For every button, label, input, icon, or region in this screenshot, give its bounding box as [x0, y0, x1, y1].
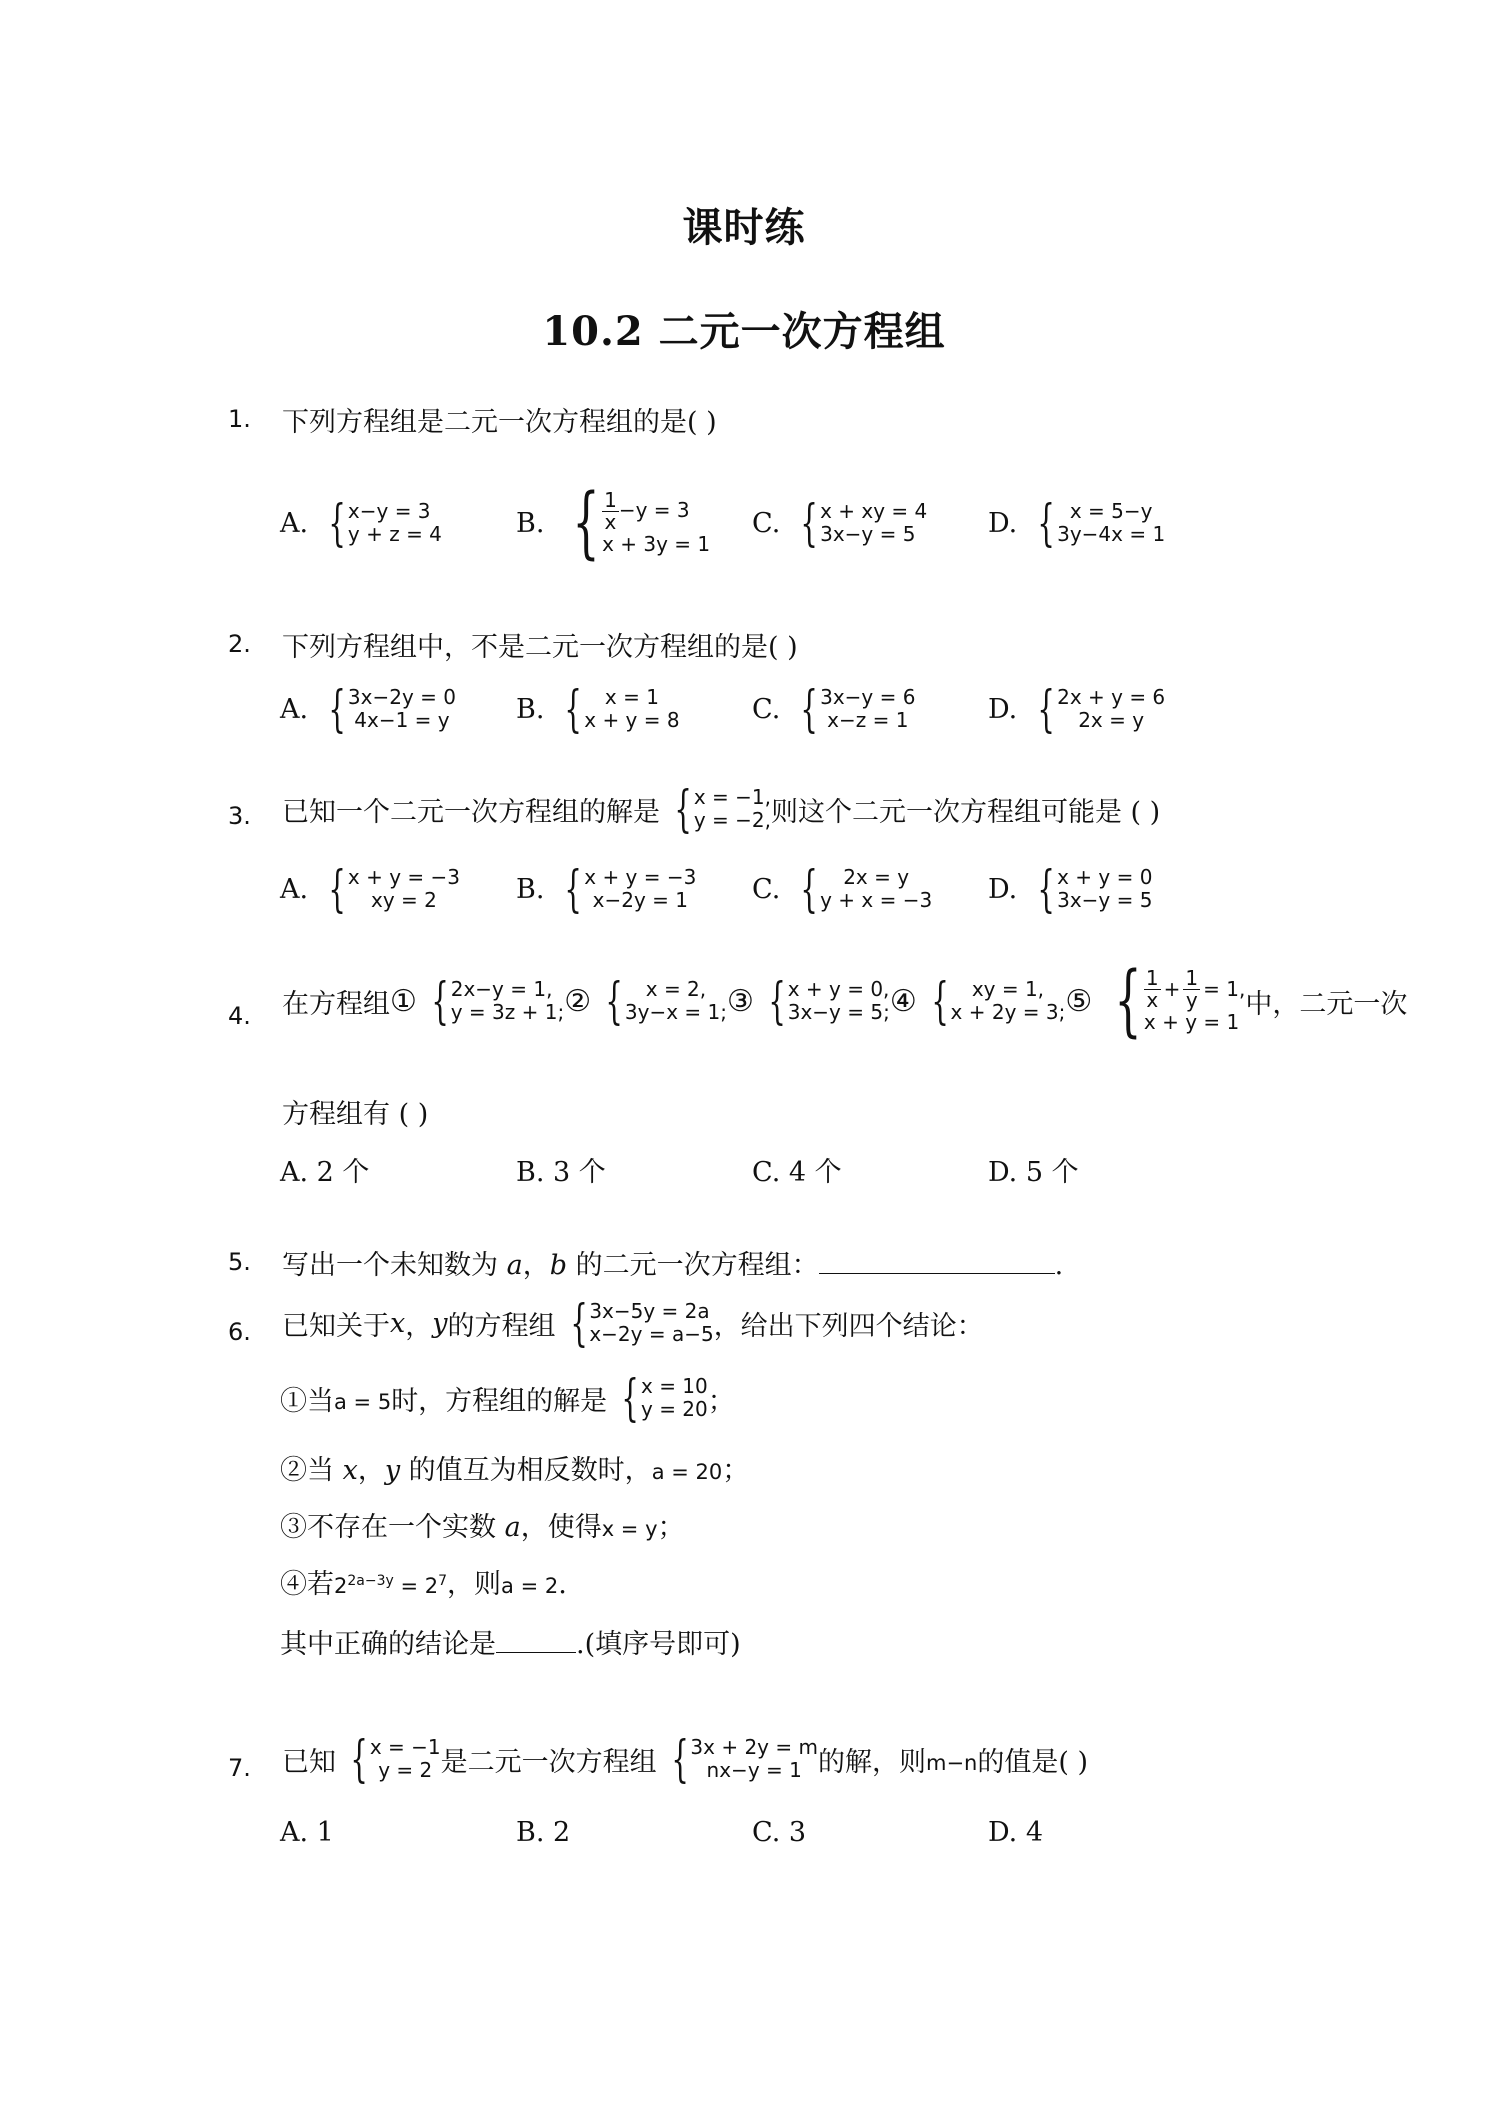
option-a — [280, 494, 442, 552]
conclusion-3: ③不存在一个实数 a，使得x = y； — [280, 1512, 685, 1543]
option-label: C. — [752, 873, 781, 905]
solution-system: { x = 10 y = 20 — [621, 1369, 708, 1427]
equation-system: { x + y = 0 3x−y = 5 — [1037, 860, 1153, 918]
option-b — [516, 478, 711, 568]
option-a: A. 1 — [280, 1817, 334, 1848]
option-label: A. — [280, 873, 309, 905]
question-text: 已知一个二元一次方程组的解是 { x = −1, y = −2, 则这个二元一次方程组可能是 ( ) — [282, 780, 1161, 838]
equation-system: { x−y = 3 y + z = 4 — [328, 494, 442, 552]
option-d: D. 4 — [988, 1817, 1044, 1848]
equation-system: { x + y = −3 xy = 2 — [328, 860, 461, 918]
option-label: C. — [752, 693, 781, 725]
option-label: C. — [752, 507, 781, 539]
option-label: B. — [516, 693, 545, 725]
option-a — [280, 680, 456, 738]
question-number: 1. — [228, 405, 251, 433]
question-number: 7. — [228, 1754, 251, 1782]
section-title: 10.2 二元一次方程组 — [542, 308, 946, 355]
question-text-continued: 方程组有 ( ) — [282, 1099, 429, 1130]
question-text: 下列方程组是二元一次方程组的是( ) — [282, 407, 717, 438]
question-text: 下列方程组中，不是二元一次方程组的是( ) — [282, 632, 798, 663]
equation-system-3: { x + y = 0, 3x−y = 5; — [768, 972, 890, 1030]
option-label: B. — [516, 873, 545, 905]
equation-system-4: { xy = 1, x + 2y = 3; — [931, 972, 1066, 1030]
option-b — [516, 680, 680, 738]
conclusion-2: ②当 x，y 的值互为相反数时，a = 20； — [280, 1455, 750, 1486]
question-text: 写出一个未知数为 a，b 的二元一次方程组： . — [282, 1250, 1064, 1281]
question-text: 已知关于 x ， y 的方程组 { 3x−5y = 2a x−2y = a−5 ，给出下列四个结论： — [282, 1294, 984, 1352]
option-label: B. — [516, 507, 545, 539]
question-number: 4. — [228, 1002, 251, 1030]
option-label: D. — [988, 693, 1018, 725]
option-b: B. 2 — [516, 1817, 571, 1848]
conclusion-1: ①当 a = 5 时，方程组的解是 { x = 10 y = 20 ； — [280, 1369, 735, 1427]
equation-system: { x + y = −3 x−2y = 1 — [564, 860, 697, 918]
option-d: D. 5 个 — [988, 1157, 1079, 1188]
option-a: A. 2 个 — [280, 1157, 370, 1188]
equation-system: { $\frac{1}{x}$ −y = 3 x + 3y = 1 — [572, 478, 711, 568]
question-text: 已知 { x = −1 y = 2 是二元一次方程组 { 3x + 2y = m nx−y = 1 的解，则 m−n 的值是( ) — [282, 1730, 1089, 1788]
option-c — [752, 860, 933, 918]
equation-system: { 2x + y = 6 2x = y — [1037, 680, 1166, 738]
answer-blank[interactable] — [819, 1249, 1055, 1274]
option-b — [516, 860, 697, 918]
equation-system: { 3x−5y = 2a x−2y = a−5 — [569, 1294, 714, 1352]
equation-system: { x = 1 x + y = 8 — [564, 680, 680, 738]
equation-system: { 2x = y y + x = −3 — [800, 860, 933, 918]
page-title: 课时练 — [682, 204, 806, 251]
question-number: 3. — [228, 802, 251, 830]
option-c: C. 3 — [752, 1817, 807, 1848]
question-number: 6. — [228, 1318, 251, 1346]
conclusion-prompt: 其中正确的结论是 .(填序号即可) — [280, 1629, 741, 1660]
option-d — [988, 860, 1153, 918]
equation-system-2: { x = 2, 3y−x = 1; — [605, 972, 727, 1030]
option-label: D. — [988, 873, 1018, 905]
answer-blank[interactable] — [496, 1628, 576, 1653]
equation-system: { 3x−y = 6 x−z = 1 — [800, 680, 916, 738]
equation-system-1: { 2x−y = 1, y = 3z + 1; — [431, 972, 565, 1030]
equation-system: { 3x + 2y = m nx−y = 1 — [670, 1730, 818, 1788]
option-c — [752, 494, 928, 552]
question-text: 在方程组 ① { 2x−y = 1, y = 3z + 1; ② { x = 2, 3y−x = 1; ③ { x + y = 0, 3x−y = 5; ④ { xy = 1, x + 2y = 3; ⑤ { $\frac{1}{x}$ + $\frac{1}{y}$ = 1, x + y = 1 中，二元一次 — [282, 956, 1408, 1046]
option-a — [280, 860, 461, 918]
option-b: B. 3 个 — [516, 1157, 606, 1188]
conclusion-4: ④若$2^{2a-3y} = 2^7$，则a = 2. — [280, 1569, 567, 1600]
option-label: A. — [280, 693, 309, 725]
equation-system: { x = 5−y 3y−4x = 1 — [1037, 494, 1166, 552]
equation-system: { 3x−2y = 0 4x−1 = y — [328, 680, 456, 738]
equation-system: { x + xy = 4 3x−y = 5 — [800, 494, 928, 552]
option-c: C. 4 个 — [752, 1157, 842, 1188]
question-number: 2. — [228, 630, 251, 658]
equation-system-5: { $\frac{1}{x}$ + $\frac{1}{y}$ = 1, x + y = 1 — [1114, 956, 1246, 1046]
question-number: 5. — [228, 1248, 251, 1276]
solution-system: { x = −1 y = 2 — [350, 1730, 441, 1788]
option-d — [988, 494, 1166, 552]
option-label: A. — [280, 507, 309, 539]
solution-system: { x = −1, y = −2, — [674, 780, 771, 838]
option-c — [752, 680, 916, 738]
option-d — [988, 680, 1166, 738]
option-label: D. — [988, 507, 1018, 539]
